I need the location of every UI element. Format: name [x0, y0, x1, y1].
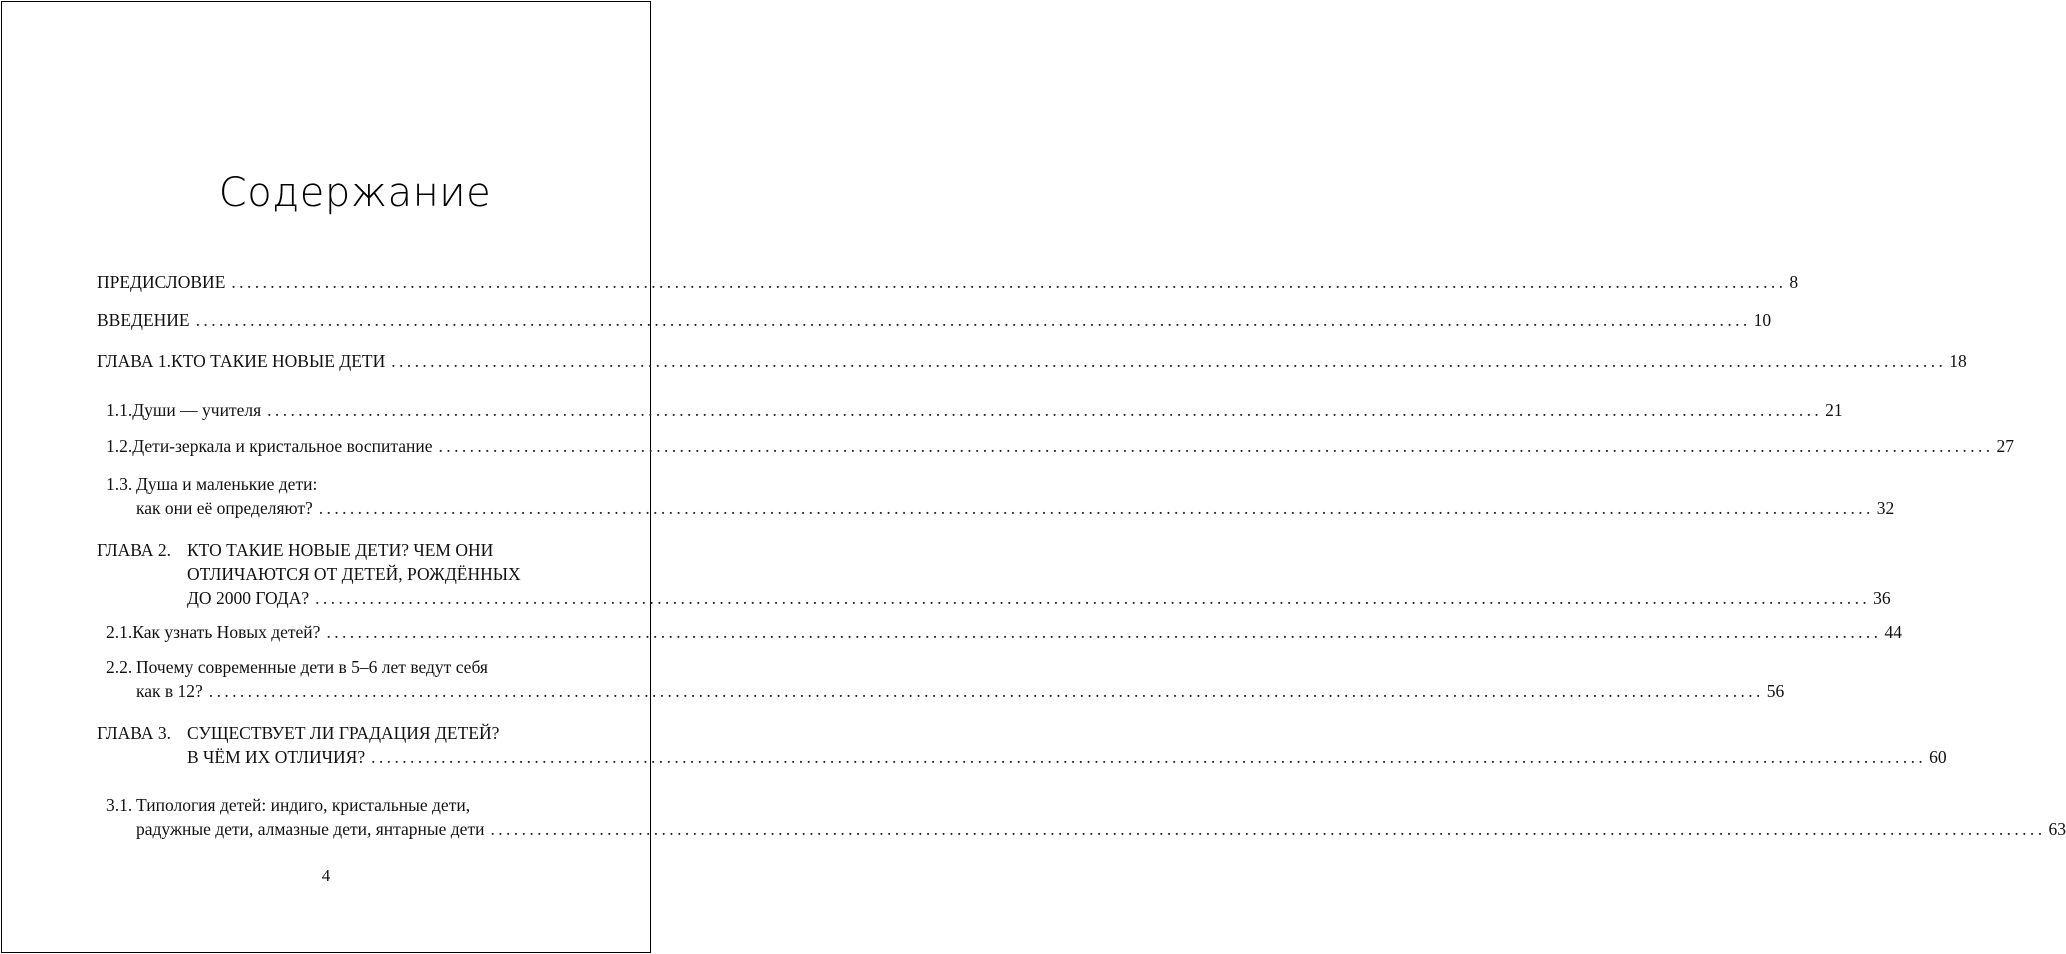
toc-entry-title: ПРЕДИСЛОВИЕ [97, 272, 226, 292]
toc-entry-page: 27 [1996, 436, 2015, 456]
toc-entry-section-1-3-continued[interactable] [136, 497, 1895, 519]
toc-entry-title: Души — учителя [132, 400, 262, 420]
leader-dots: ........................................................................................................................................................................................................ [391, 351, 1947, 371]
toc-entry-page: 56 [1766, 681, 1785, 701]
toc-entry-number: ГЛАВА 3. [97, 723, 172, 743]
toc-entry-page: 8 [1789, 272, 1799, 292]
toc-entry-page: 36 [1873, 588, 1891, 608]
toc-entry-title-line-2: ОТЛИЧАЮТСЯ ОТ ДЕТЕЙ, РОЖДЁННЫХ [187, 564, 521, 584]
toc-entry-title-line-2: радужные дети, алмазные дети, янтарные дети [136, 819, 485, 839]
toc-entry-title: ВВЕДЕНИЕ [97, 310, 190, 330]
toc-entry-chapter-1[interactable] [97, 350, 1967, 372]
toc-entry-section-1-1[interactable] [106, 399, 1843, 421]
leader-dots: ........................................................................................................................................................................................................ [267, 400, 1823, 420]
toc-entry-section-2-2-continued[interactable] [136, 680, 1785, 702]
toc-entry-chapter-2[interactable] [97, 539, 577, 561]
toc-entry-intro[interactable] [97, 309, 1772, 331]
leader-dots: ........................................................................................................................................................................................................ [195, 310, 1751, 330]
toc-entry-page: 10 [1753, 310, 1772, 330]
toc-entry-chapter-2-line-2[interactable] [187, 563, 577, 585]
leader-dots: ........................................................................................................................................................................................................ [326, 622, 1882, 642]
page-title: Содержание [218, 170, 492, 216]
toc-entry-page: 18 [1949, 351, 1967, 371]
toc-entry-title: КТО ТАКИЕ НОВЫЕ ДЕТИ [171, 351, 386, 371]
toc-entry-number: 2.1. [106, 622, 133, 642]
toc-entry-page: 63 [2048, 819, 2066, 839]
toc-entry-title-line-3: ДО 2000 ГОДА? [187, 588, 310, 608]
toc-entry-chapter-3[interactable] [97, 722, 577, 744]
toc-entry-number: ГЛАВА 1. [97, 351, 172, 371]
toc-entry-section-2-1[interactable] [106, 621, 1902, 643]
toc-entry-chapter-2-line-3[interactable] [187, 587, 1891, 609]
toc-entry-number: 3.1. [106, 795, 133, 815]
toc-entry-page: 21 [1825, 400, 1843, 420]
toc-entry-title-line-2: как в 12? [136, 681, 203, 701]
leader-dots: ........................................................................................................................................................................................................ [208, 681, 1764, 701]
toc-entry-title: Как узнать Новых детей? [132, 622, 321, 642]
leader-dots: ........................................................................................................................................................................................................ [315, 588, 1871, 608]
toc-entry-title-line-1: СУЩЕСТВУЕТ ЛИ ГРАДАЦИЯ ДЕТЕЙ? [187, 723, 500, 743]
page-number: 4 [321, 866, 331, 885]
leader-dots: ........................................................................................................................................................................................................ [371, 747, 1927, 767]
leader-dots: ........................................................................................................................................................................................................ [438, 436, 1994, 456]
toc-entry-number: 1.2. [106, 436, 133, 456]
toc-entry-preface[interactable] [97, 271, 1799, 293]
toc-entry-title-line-1: Почему современные дети в 5–6 лет ведут себя [136, 657, 488, 677]
toc-entry-title-line-2: В ЧЁМ ИХ ОТЛИЧИЯ? [187, 747, 366, 767]
toc-entry-section-3-1-continued[interactable] [136, 818, 2066, 840]
leader-dots: ........................................................................................................................................................................................................ [318, 498, 1874, 518]
toc-entry-section-1-2[interactable] [106, 435, 2015, 457]
toc-entry-title: Дети-зеркала и кристальное воспитание [132, 436, 433, 456]
toc-entry-number: 1.3. [106, 474, 133, 494]
toc-entry-number: 1.1. [106, 400, 133, 420]
toc-entry-number: 2.2. [106, 657, 133, 677]
toc-entry-page: 32 [1876, 498, 1895, 518]
toc-entry-section-2-2[interactable] [106, 656, 577, 678]
toc-entry-number: ГЛАВА 2. [97, 540, 172, 560]
toc-entry-chapter-3-line-2[interactable] [187, 746, 1947, 768]
leader-dots: ........................................................................................................................................................................................................ [231, 272, 1787, 292]
toc-entry-title-line-1: Типология детей: индиго, кристальные дети, [136, 795, 471, 815]
toc-entry-title-line-1: Душа и маленькие дети: [136, 474, 318, 494]
toc-entry-section-1-3[interactable] [106, 473, 577, 495]
leader-dots: ........................................................................................................................................................................................................ [490, 819, 2046, 839]
toc-entry-title-line-2: как они её определяют? [136, 498, 313, 518]
toc-entry-page: 44 [1884, 622, 1902, 642]
toc-entry-page: 60 [1929, 747, 1947, 767]
toc-entry-title-line-1: КТО ТАКИЕ НОВЫЕ ДЕТИ? ЧЕМ ОНИ [187, 540, 494, 560]
toc-entry-section-3-1[interactable] [106, 794, 577, 816]
